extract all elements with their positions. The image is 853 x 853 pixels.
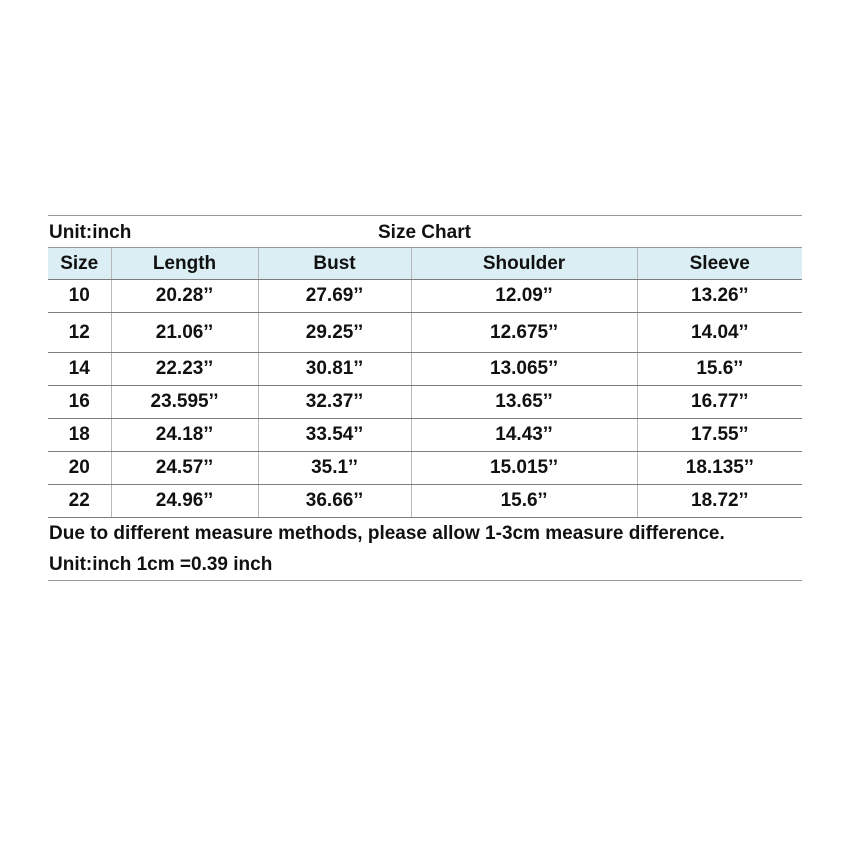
- cell-length: 24.57’’: [111, 452, 258, 485]
- cell-length: 24.96’’: [111, 485, 258, 518]
- measure-disclaimer: Due to different measure methods, please allow 1-3cm measure difference.: [49, 523, 725, 544]
- cell-bust: 36.66’’: [258, 485, 411, 518]
- cell-sleeve: 17.55’’: [637, 419, 802, 452]
- unit-label: Unit:inch: [49, 222, 132, 243]
- unit-conversion-note: Unit:inch 1cm =0.39 inch: [48, 549, 802, 581]
- table-row: [48, 452, 802, 485]
- cell-sleeve: 18.72’’: [637, 485, 802, 518]
- cell-bust: 30.81’’: [258, 353, 411, 386]
- cell-sleeve: 16.77’’: [637, 386, 802, 419]
- cell-length: 20.28’’: [111, 280, 258, 313]
- header-sleeve: Sleeve: [637, 248, 802, 280]
- table-row: [48, 485, 802, 518]
- table-row: [48, 313, 802, 353]
- cell-sleeve: 13.26’’: [637, 280, 802, 313]
- chart-title: Size Chart: [378, 222, 471, 243]
- title-row: [48, 215, 802, 248]
- cell-size: 16: [48, 386, 111, 419]
- cell-sleeve: 14.04’’: [637, 313, 802, 353]
- cell-size: 10: [48, 280, 111, 313]
- cell-bust: 27.69’’: [258, 280, 411, 313]
- header-size: Size: [48, 248, 111, 280]
- table-row: [48, 353, 802, 386]
- cell-size: 18: [48, 419, 111, 452]
- cell-shoulder: 15.015’’: [411, 452, 637, 485]
- cell-sleeve: 18.135’’: [637, 452, 802, 485]
- cell-shoulder: 13.065’’: [411, 353, 637, 386]
- cell-bust: 29.25’’: [258, 313, 411, 353]
- cell-sleeve: 15.6’’: [637, 353, 802, 386]
- cell-size: 12: [48, 313, 111, 353]
- cell-size: 22: [48, 485, 111, 518]
- cell-length: 21.06’’: [111, 313, 258, 353]
- cell-bust: 35.1’’: [258, 452, 411, 485]
- table-row: [48, 386, 802, 419]
- cell-size: 20: [48, 452, 111, 485]
- cell-size: 14: [48, 353, 111, 386]
- cell-length: 22.23’’: [111, 353, 258, 386]
- header-row: [48, 248, 802, 280]
- cell-length: 24.18’’: [111, 419, 258, 452]
- cell-shoulder: 12.675’’: [411, 313, 637, 353]
- size-table: [48, 248, 802, 518]
- cell-shoulder: 12.09’’: [411, 280, 637, 313]
- cell-shoulder: 15.6’’: [411, 485, 637, 518]
- cell-bust: 33.54’’: [258, 419, 411, 452]
- cell-length: 23.595’’: [111, 386, 258, 419]
- table-row: [48, 280, 802, 313]
- header-length: Length: [111, 248, 258, 280]
- header-bust: Bust: [258, 248, 411, 280]
- cell-shoulder: 14.43’’: [411, 419, 637, 452]
- cell-bust: 32.37’’: [258, 386, 411, 419]
- table-row: [48, 419, 802, 452]
- size-chart: [48, 215, 802, 581]
- header-shoulder: Shoulder: [411, 248, 637, 280]
- cell-shoulder: 13.65’’: [411, 386, 637, 419]
